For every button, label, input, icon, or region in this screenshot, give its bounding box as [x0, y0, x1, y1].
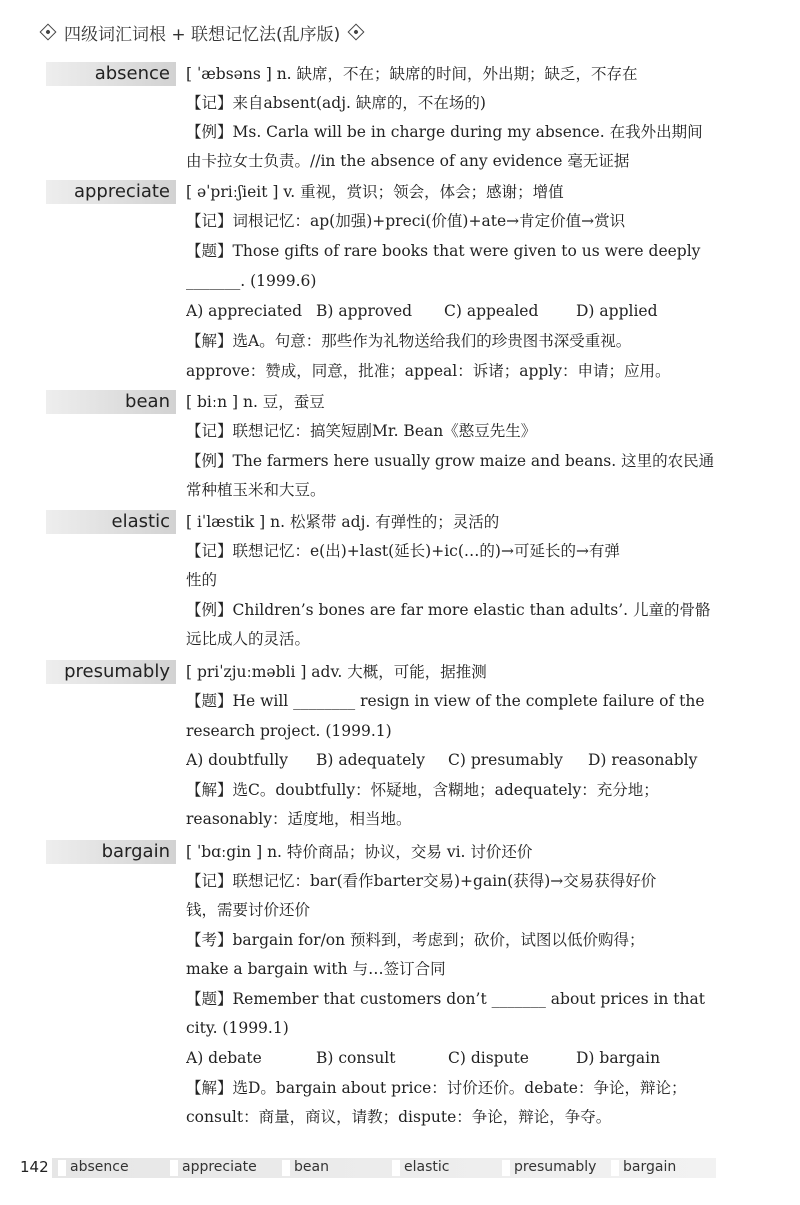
question-line: 【题】He will ________ resign in view of the complete failure of the: [186, 692, 705, 710]
example-line: 【例】Ms. Carla will be in charge during my absence. 在我外出期间: [186, 123, 703, 141]
question-line: 【题】Remember that customers don’t _______ about prices in that: [186, 990, 705, 1008]
question-line: 【题】Those gifts of rare books that were given to us were deeply: [186, 242, 701, 260]
question-line: _______. (1999.6): [186, 272, 317, 290]
definition-line: [ iˈlæstik ] n. 松紧带 adj. 有弹性的；灵活的: [186, 513, 500, 531]
header-title: 四级词汇词根 + 联想记忆法(乱序版): [64, 24, 341, 45]
definition-line: [ biːn ] n. 豆，蚕豆: [186, 393, 325, 411]
footer-word: absence: [70, 1159, 129, 1175]
memory-line: 【记】联想记忆：e(出)+last(延长)+ic(…的)→可延长的→有弹: [186, 542, 620, 560]
memory-line: 【记】词根记忆：ap(加强)+preci(价值)+ate→肯定价值→赏识: [186, 212, 626, 230]
option: C) dispute: [448, 1049, 529, 1067]
option: B) adequately: [316, 751, 425, 769]
option: C) presumably: [448, 751, 563, 769]
memory-line: 【记】联想记忆：搞笑短剧Mr. Bean《憨豆先生》: [186, 422, 537, 440]
definition-line: [ əˈpriːʃieit ] v. 重视，赏识；领会，体会；感谢；增值: [186, 183, 564, 201]
exam-line: 【考】bargain for/on 预料到，考虑到；砍价，试图以低价购得；: [186, 931, 645, 949]
option: B) consult: [316, 1049, 396, 1067]
footer-word: appreciate: [182, 1159, 257, 1175]
page-number: 142: [20, 1158, 49, 1176]
memory-line: 钱，需要讨价还价: [186, 901, 311, 919]
option: B) approved: [316, 302, 413, 320]
footer-word: elastic: [404, 1159, 450, 1175]
question-line: city. (1999.1): [186, 1019, 289, 1037]
answer-line: 【解】选D。bargain about price：讨价还价。debate：争论，辩论；: [186, 1079, 687, 1097]
example-line: 由卡拉女士负责。//in the absence of any evidence 毫无证据: [186, 152, 630, 170]
options-line: [186, 1047, 716, 1069]
option: C) appealed: [444, 302, 539, 320]
options-line: [186, 749, 716, 771]
diamond-icon: [40, 24, 57, 41]
page-footer: [0, 1156, 800, 1180]
example-line: 【例】Children’s bones are far more elastic than adults’. 儿童的骨骼: [186, 601, 711, 619]
answer-line: 【解】选A。句意：那些作为礼物送给我们的珍贵图书深受重视。: [186, 332, 632, 350]
memory-line: 【记】联想记忆：bar(看作barter交易)+gain(获得)→交易获得好价: [186, 872, 657, 890]
answer-line: consult：商量，商议，请教；dispute：争论，辩论，争夺。: [186, 1108, 612, 1126]
example-line: 【例】The farmers here usually grow maize and beans. 这里的农民通: [186, 452, 715, 470]
headword: appreciate: [46, 180, 176, 204]
question-line: research project. (1999.1): [186, 722, 392, 740]
answer-line: 【解】选C。doubtfully：怀疑地，含糊地；adequately：充分地；: [186, 781, 659, 799]
option: A) appreciated: [186, 302, 303, 320]
option: D) reasonably: [588, 751, 698, 769]
footer-word: bean: [294, 1159, 329, 1175]
headword: presumably: [46, 660, 176, 684]
answer-line: reasonably：适度地，相当地。: [186, 810, 412, 828]
option: D) applied: [576, 302, 658, 320]
option: A) doubtfully: [186, 751, 288, 769]
memory-line: 【记】来自absent(adj. 缺席的，不在场的): [186, 94, 486, 112]
memory-line: 性的: [186, 571, 218, 589]
footer-word: presumably: [514, 1159, 597, 1175]
exam-line: make a bargain with 与…签订合同: [186, 960, 446, 978]
diamond-icon: [348, 24, 365, 41]
definition-line: [ ˈbɑːgin ] n. 特价商品；协议，交易 vi. 讨价还价: [186, 843, 533, 861]
headword: elastic: [46, 510, 176, 534]
footer-word: bargain: [623, 1159, 677, 1175]
option: D) bargain: [576, 1049, 661, 1067]
page-header: [42, 18, 362, 46]
answer-line: approve：赞成，同意，批准；appeal：诉诸；apply：申请；应用。: [186, 362, 671, 380]
example-line: 远比成人的灵活。: [186, 630, 311, 648]
definition-line: [ priˈzjuːməbli ] adv. 大概，可能，据推测: [186, 663, 487, 681]
options-line: [186, 300, 716, 322]
example-line: 常种植玉米和大豆。: [186, 481, 326, 499]
definition-line: [ ˈæbsəns ] n. 缺席，不在；缺席的时间，外出期；缺乏，不存在: [186, 65, 638, 83]
headword: bean: [46, 390, 176, 414]
option: A) debate: [186, 1049, 262, 1067]
headword: absence: [46, 62, 176, 86]
headword: bargain: [46, 840, 176, 864]
